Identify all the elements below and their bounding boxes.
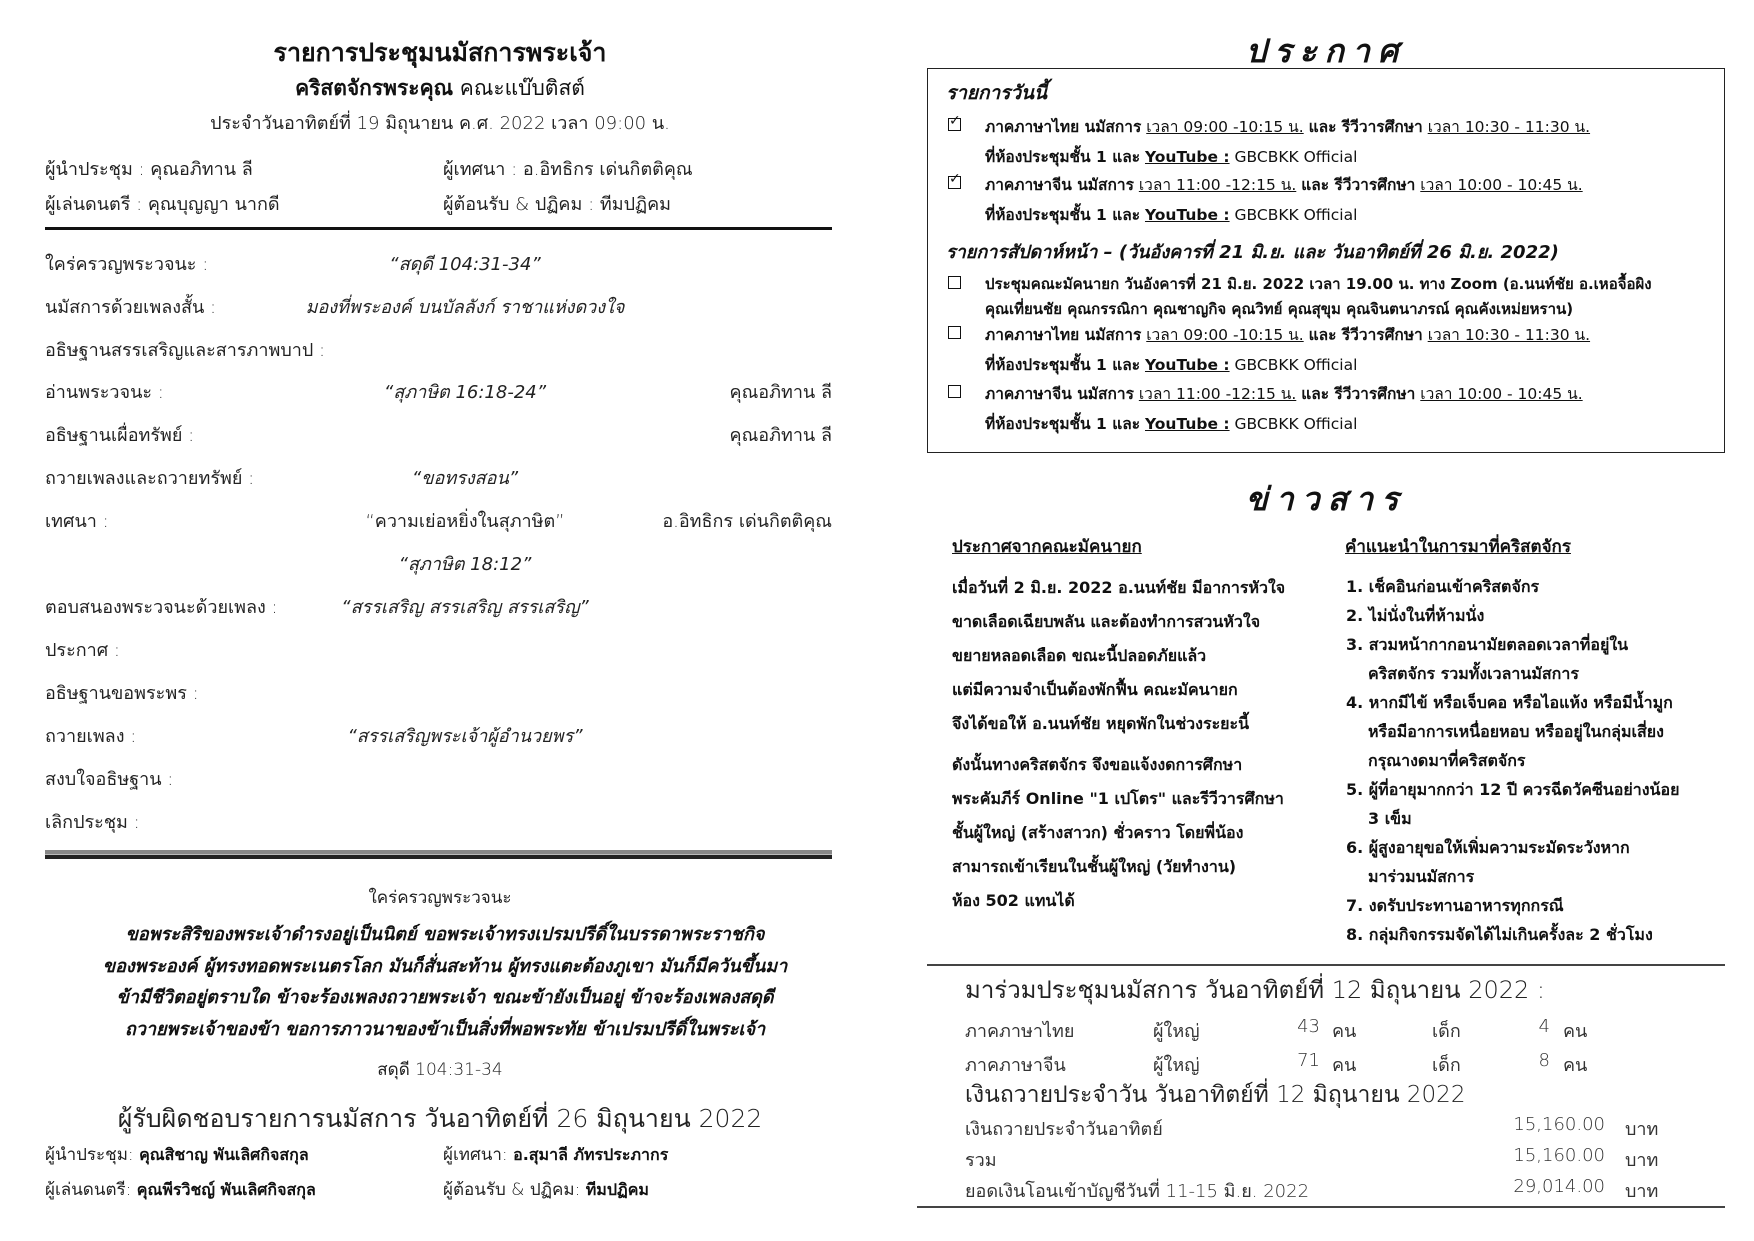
order-detail: “สรรเสริญพระเจ้าผู้อำนวยพร” bbox=[347, 726, 583, 747]
item-location: ที่ห้องประชุมชั้น 1 และ bbox=[985, 206, 1141, 224]
item-study: และ รีวีวารศึกษา bbox=[1301, 176, 1416, 194]
item-study: และ รีวีวารศึกษา bbox=[1308, 326, 1423, 344]
unit: คน bbox=[1332, 1055, 1357, 1076]
announcements-title: ประกาศ bbox=[1245, 32, 1407, 70]
order-label: เทศนา : bbox=[45, 511, 109, 532]
next-musician bbox=[45, 1176, 316, 1203]
youtube-link[interactable]: YouTube : bbox=[1144, 356, 1230, 374]
tip-item: 6. ผู้สูงอายุขอให้เพิ่มความระมัดระวังหาก bbox=[1346, 838, 1630, 857]
divider-double bbox=[45, 850, 832, 859]
next-preacher-name: อ.สุมาลี ภัทรประภากร bbox=[513, 1145, 669, 1164]
checkbox bbox=[948, 276, 961, 289]
today-item bbox=[985, 172, 1583, 197]
today-heading: รายการวันนี้ bbox=[946, 82, 1048, 104]
unit: คน bbox=[1563, 1021, 1588, 1042]
tip-item-cont: คริสตจักร รวมทั้งเวลานมัสการ bbox=[1368, 664, 1579, 683]
child-label: เด็ก bbox=[1432, 1055, 1461, 1076]
item-time: เวลา 11:00 -12:15 น. bbox=[1138, 385, 1297, 403]
item-time: เวลา 10:00 - 10:45 น. bbox=[1420, 385, 1583, 403]
currency-unit: บาท bbox=[1625, 1150, 1659, 1171]
verse-line: ขอพระสิริของพระเจ้าดำรงอยู่เป็นนิตย์ ขอพระเจ้าทรงเปรมปรีดิ์ในบรรดาพระราชกิจ bbox=[125, 924, 765, 945]
offering-amount: 15,160.00 bbox=[1513, 1114, 1605, 1135]
checkbox bbox=[948, 326, 961, 339]
news-line: ขาดเลือดเฉียบพลัน และต้องทำการสวนหัวใจ bbox=[952, 612, 1261, 631]
divider bbox=[917, 1206, 1725, 1208]
order-label: เลิกประชุม : bbox=[45, 812, 140, 833]
currency-unit: บาท bbox=[1625, 1119, 1659, 1140]
checkbox bbox=[948, 385, 961, 398]
divider bbox=[45, 227, 832, 230]
order-label: อธิษฐานสรรเสริญและสารภาพบาป : bbox=[45, 340, 326, 361]
order-label: ถวายเพลงและถวายทรัพย์ : bbox=[45, 468, 255, 489]
tip-item: 5. ผู้ที่อายุมากกว่า 12 ปี ควรฉีดวัคซีนอย่างน้อย bbox=[1346, 780, 1680, 799]
next-leader-name: คุณสิชาญ พันเลิศกิจสกุล bbox=[139, 1145, 309, 1164]
channel-name: GBCBKK Official bbox=[1234, 206, 1358, 224]
item-time: เวลา 09:00 -10:15 น. bbox=[1146, 326, 1304, 344]
adult-count: 43 bbox=[1297, 1016, 1320, 1037]
news-line: เมื่อวันที่ 2 มิ.ย. 2022 อ.นนท์ชัย มีอาการหัวใจ bbox=[952, 578, 1286, 597]
committee-line: คุณเที่ยนชัย คุณกรรณิกา คุณชาญกิจ คุณวิทย์ คุณสุขุม คุณจินตนาภรณ์ คุณคังเหม่ยหราน) bbox=[985, 300, 1574, 318]
news-line: ขยายหลอดเลือด ขณะนี้ปลอดภัยแล้ว bbox=[952, 646, 1207, 665]
item-time: เวลา 11:00 -12:15 น. bbox=[1138, 176, 1297, 194]
youtube-link[interactable]: YouTube : bbox=[1144, 415, 1230, 433]
channel-name: GBCBKK Official bbox=[1234, 356, 1358, 374]
news-line: พระคัมภีร์ Online "1 เปโตร" และรีวีวารศึกษา bbox=[952, 789, 1284, 808]
news-line: ห้อง 502 แทนได้ bbox=[952, 891, 1075, 910]
attendance-title: มาร่วมประชุมนมัสการ วันอาทิตย์ที่ 12 มิถุนายน 2022 : bbox=[965, 976, 1545, 1004]
news-line: ชั้นผู้ใหญ่ (สร้างสาวก) ชั่วคราว โดยพี่น้อง bbox=[952, 823, 1244, 842]
next-musician-label: ผู้เล่นดนตรี: bbox=[45, 1180, 132, 1200]
adult-label: ผู้ใหญ่ bbox=[1153, 1055, 1200, 1076]
deacon-heading: ประกาศจากคณะมัคนายก bbox=[952, 537, 1142, 557]
today-item-location bbox=[985, 202, 1357, 227]
unit: คน bbox=[1332, 1021, 1357, 1042]
tip-item-cont: กรุณางดมาที่คริสตจักร bbox=[1368, 751, 1526, 770]
currency-unit: บาท bbox=[1625, 1181, 1659, 1202]
order-label: นมัสการด้วยเพลงสั้น : bbox=[45, 297, 217, 318]
tip-item: 3. สวมหน้ากากอนามัยตลอดเวลาที่อยู่ใน bbox=[1346, 635, 1629, 654]
next-greeter bbox=[443, 1176, 649, 1203]
next-greeter-label: ผู้ต้อนรับ & ปฏิคม: bbox=[443, 1180, 581, 1200]
news-line: สามารถเข้าเรียนในชั้นผู้ใหญ่ (วัยทำงาน) bbox=[952, 857, 1237, 876]
order-detail: “สรรเสริญ สรรเสริญ สรรเสริญ” bbox=[341, 597, 589, 618]
attendance-group: ภาคภาษาจีน bbox=[965, 1055, 1066, 1076]
order-label: ตอบสนองพระวจนะด้วยเพลง : bbox=[45, 597, 278, 618]
item-time: เวลา 09:00 -10:15 น. bbox=[1146, 118, 1304, 136]
service-date: ประจำวันอาทิตย์ที่ 19 มิถุนายน ค.ศ. 2022 เวลา 09:00 น. bbox=[210, 113, 670, 134]
verse-line: ถวายพระเจ้าของข้า ขอการภาวนาของข้าเป็นสิ่งที่พอพระทัย ข้าเปรมปรีดิ์ในพระเจ้า bbox=[124, 1018, 766, 1040]
tip-item: 8. กลุ่มกิจกรรมจัดได้ไม่เกินครั้งละ 2 ชั่วโมง bbox=[1346, 925, 1653, 944]
news-line: จึงได้ขอให้ อ.นนท์ชัย หยุดพักในช่วงระยะนี้ bbox=[952, 714, 1250, 733]
verse-line: ข้ามีชีวิตอยู่ตราบใด ข้าจะร้องเพลงถวายพระเจ้า ขณะข้ายังเป็นอยู่ ข้าจะร้องเพลงสดุดี bbox=[116, 987, 774, 1008]
committee-line: ประชุมคณะมัคนายก วันอังคารที่ 21 มิ.ย. 2022 เวลา 19.00 น. ทาง Zoom (อ.นนท์ชัย อ.เหอจื้อผิง bbox=[985, 275, 1652, 293]
next-preacher bbox=[443, 1141, 668, 1168]
item-service: ภาคภาษาไทย นมัสการ bbox=[985, 118, 1142, 136]
order-label: อธิษฐานขอพระพร : bbox=[45, 683, 199, 704]
next-musician-name: คุณพีรวิชญ์ พันเลิศกิจสกุล bbox=[136, 1180, 316, 1199]
tip-item-cont: มาร่วมนมัสการ bbox=[1368, 867, 1475, 886]
today-item bbox=[985, 114, 1590, 139]
next-item-location bbox=[985, 411, 1357, 436]
next-week-title: ผู้รับผิดชอบรายการนมัสการ วันอาทิตย์ที่ 26 มิถุนายน 2022 bbox=[117, 1104, 763, 1133]
order-detail: “ขอทรงสอน” bbox=[411, 468, 519, 489]
order-label: อธิษฐานเผื่อทรัพย์ : bbox=[45, 425, 195, 446]
tip-item: 2. ไม่นั่งในที่ห้ามนั่ง bbox=[1346, 606, 1485, 625]
item-service: ภาคภาษาจีน นมัสการ bbox=[985, 176, 1134, 194]
meditation-reference: สดุดี 104:31-34 bbox=[377, 1060, 503, 1080]
church-denomination: คณะแบ๊บติสต์ bbox=[459, 76, 585, 100]
item-study: และ รีวีวารศึกษา bbox=[1301, 385, 1416, 403]
church-name-bold: คริสตจักรพระคุณ bbox=[295, 76, 454, 100]
offering-title: เงินถวายประจำวัน วันอาทิตย์ที่ 12 มิถุนายน 2022 bbox=[965, 1082, 1466, 1108]
order-label: อ่านพระวจนะ : bbox=[45, 382, 164, 403]
child-count: 4 bbox=[1538, 1016, 1550, 1037]
news-title: ข่าวสาร bbox=[1245, 480, 1407, 518]
news-line: ดังนั้นทางคริสตจักร จึงขอแจ้งงดการศึกษา bbox=[952, 755, 1243, 774]
checkbox-checked bbox=[948, 118, 961, 131]
church-name bbox=[0, 72, 880, 105]
page-title: รายการประชุมนมัสการพระเจ้า bbox=[273, 38, 607, 67]
musician: ผู้เล่นดนตรี : คุณบุญญา นากดี bbox=[45, 194, 280, 215]
next-week-heading: รายการสัปดาห์หน้า – (วันอังคารที่ 21 มิ.ย. และ วันอาทิตย์ที่ 26 มิ.ย. 2022) bbox=[946, 242, 1559, 263]
checkbox-checked bbox=[948, 176, 961, 189]
order-person: คุณอภิทาน ลี bbox=[729, 382, 832, 403]
offering-amount: 15,160.00 bbox=[1513, 1145, 1605, 1166]
youtube-link[interactable]: YouTube : bbox=[1144, 206, 1230, 224]
tip-item: 1. เช็คอินก่อนเข้าคริสตจักร bbox=[1346, 577, 1540, 596]
child-count: 8 bbox=[1538, 1050, 1550, 1071]
order-label: ประกาศ : bbox=[45, 640, 120, 661]
meditation-verse bbox=[60, 919, 830, 1045]
order-label: ถวายเพลง : bbox=[45, 726, 137, 747]
worship-leader: ผู้นำประชุม : คุณอภิทาน ลี bbox=[45, 159, 253, 180]
child-label: เด็ก bbox=[1432, 1021, 1461, 1042]
order-detail: “สุภาษิต 16:18-24” bbox=[383, 382, 547, 403]
next-leader-label: ผู้นำประชุม: bbox=[45, 1145, 134, 1165]
offering-label: เงินถวายประจำวันอาทิตย์ bbox=[965, 1119, 1163, 1140]
adult-count: 71 bbox=[1297, 1050, 1320, 1071]
item-location: ที่ห้องประชุมชั้น 1 และ bbox=[985, 356, 1141, 374]
tip-item: 7. งดรับประทานอาหารทุกกรณี bbox=[1346, 896, 1564, 915]
order-person: อ.อิทธิกร เด่นกิตติคุณ bbox=[662, 511, 832, 532]
sermon-title: “ความเย่อหยิ่งในสุภาษิต” bbox=[365, 511, 565, 532]
tip-item-cont: หรือมีอาการเหนื่อยหอบ หรืออยู่ในกลุ่มเสี่ยง bbox=[1368, 722, 1664, 741]
next-preacher-label: ผู้เทศนา: bbox=[443, 1145, 508, 1165]
offering-label: ยอดเงินโอนเข้าบัญชีวันที่ 11-15 มิ.ย. 2022 bbox=[965, 1181, 1310, 1202]
today-item-location bbox=[985, 144, 1357, 169]
offering-amount: 29,014.00 bbox=[1513, 1176, 1605, 1197]
tips-heading: คำแนะนำในการมาที่คริสตจักร bbox=[1345, 537, 1571, 557]
next-item-location bbox=[985, 352, 1357, 377]
divider bbox=[927, 964, 1725, 966]
offering-label: รวม bbox=[965, 1150, 997, 1171]
order-label: สงบใจอธิษฐาน : bbox=[45, 769, 174, 790]
item-location: ที่ห้องประชุมชั้น 1 และ bbox=[985, 415, 1141, 433]
preacher: ผู้เทศนา : อ.อิทธิกร เด่นกิตติคุณ bbox=[443, 159, 693, 180]
verse-line: ของพระองค์ ผู้ทรงทอดพระเนตรโลก มันก็สั่นสะท้าน ผู้ทรงแตะต้องภูเขา มันก็มีควันขึ้นมา bbox=[102, 955, 788, 977]
item-service: ภาคภาษาไทย นมัสการ bbox=[985, 326, 1142, 344]
adult-label: ผู้ใหญ่ bbox=[1153, 1021, 1200, 1042]
next-greeter-name: ทีมปฏิคม bbox=[585, 1180, 649, 1199]
item-time: เวลา 10:30 - 11:30 น. bbox=[1427, 118, 1591, 136]
order-detail: “สดุดี 104:31-34” bbox=[389, 254, 541, 275]
greeter: ผู้ต้อนรับ & ปฏิคม : ทีมปฏิคม bbox=[443, 194, 671, 215]
meditation-heading: ใคร่ครวญพระวจนะ bbox=[368, 888, 512, 908]
order-label: ใคร่ครวญพระวจนะ : bbox=[45, 254, 209, 275]
tip-item: 4. หากมีไข้ หรือเจ็บคอ หรือไอแห้ง หรือมีน้ำมูก bbox=[1346, 693, 1673, 712]
item-service: ภาคภาษาจีน นมัสการ bbox=[985, 385, 1134, 403]
attendance-group: ภาคภาษาไทย bbox=[965, 1021, 1075, 1042]
item-location: ที่ห้องประชุมชั้น 1 และ bbox=[985, 148, 1141, 166]
item-study: และ รีวีวารศึกษา bbox=[1308, 118, 1423, 136]
next-leader bbox=[45, 1141, 309, 1168]
order-detail: มองที่พระองค์ บนบัลลังก์ ราชาแห่งดวงใจ bbox=[305, 297, 625, 318]
next-item bbox=[985, 381, 1583, 406]
order-person: คุณอภิทาน ลี bbox=[729, 425, 832, 446]
tip-item-cont: 3 เข็ม bbox=[1368, 809, 1412, 828]
news-line: แต่มีความจำเป็นต้องพักฟื้น คณะมัคนายก bbox=[952, 680, 1238, 699]
youtube-link[interactable]: YouTube : bbox=[1144, 148, 1230, 166]
sermon-scripture: “สุภาษิต 18:12” bbox=[398, 554, 532, 575]
channel-name: GBCBKK Official bbox=[1234, 415, 1358, 433]
item-time: เวลา 10:00 - 10:45 น. bbox=[1420, 176, 1583, 194]
next-item bbox=[985, 322, 1590, 347]
item-time: เวลา 10:30 - 11:30 น. bbox=[1427, 326, 1591, 344]
channel-name: GBCBKK Official bbox=[1234, 148, 1358, 166]
unit: คน bbox=[1563, 1055, 1588, 1076]
